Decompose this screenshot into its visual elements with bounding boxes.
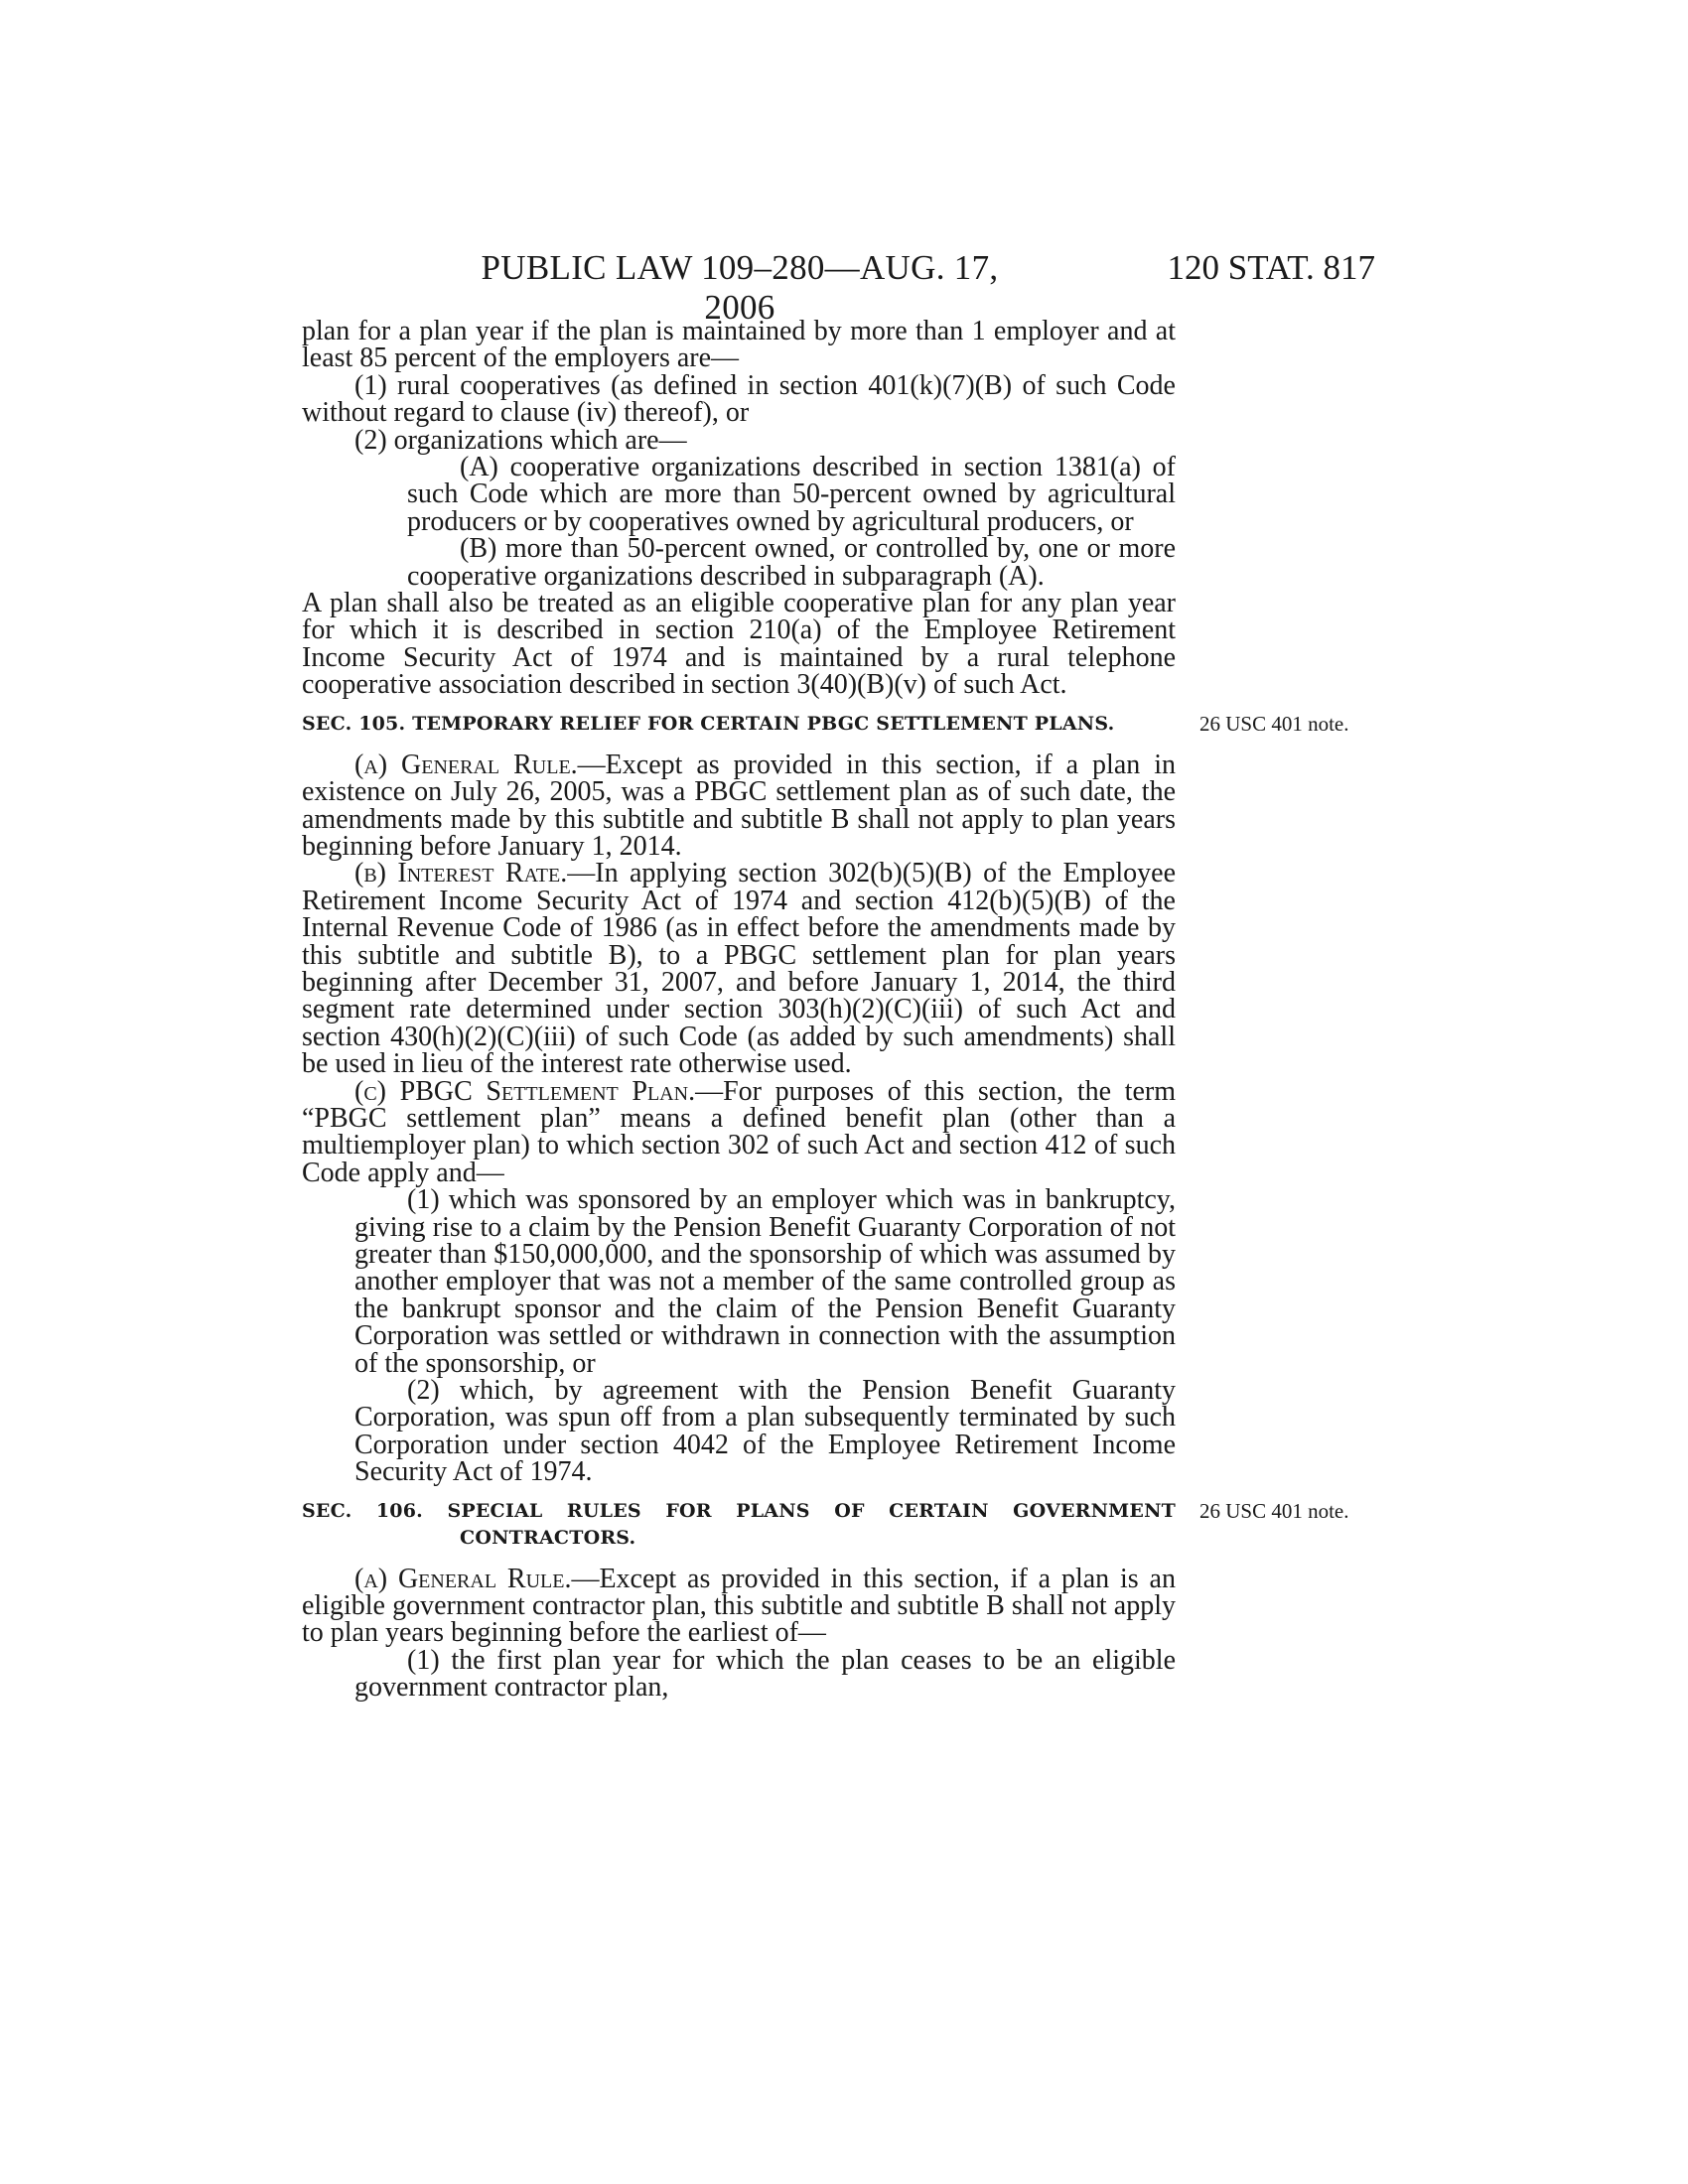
subsection-c: [302, 1075, 1176, 1188]
section-heading: SEC. 106. SPECIAL RULES FOR PLANS OF CERTAIN GOVERNMENT CONTRACTORS.: [302, 1499, 1176, 1549]
margin-note: 26 USC 401 note.: [1199, 1498, 1349, 1523]
subsection-label: (a) General Rule.: [354, 1563, 572, 1594]
subsection-text: —Except as provided in this section, if a plan is an eligible government contractor plan, this subtitle and subtitle B shall not apply to plan years beginning before the earliest of—: [302, 1563, 1176, 1649]
subsection-label: (a) General Rule.: [354, 749, 578, 780]
page-header: [0, 248, 1688, 327]
subparagraph-b: (B) more than 50-percent owned, or controlled by, one or more cooperative organizations described in subparagraph (A).: [407, 533, 1176, 592]
subsection-b: [302, 858, 1177, 1080]
subparagraph-a: (A) cooperative organizations described in section 1381(a) of such Code which are more than 50-percent owned by agricultural producers or by cooperatives owned by agricultural producers, or: [407, 452, 1176, 537]
subsection-text: —In applying section 302(b)(5)(B) of the Employee Retirement Income Security Act of 1974 and section 412(b)(5)(B) of the Internal Revenue Code of 1986 (as in effect before the amendments made by this subtitle and subtitle B), to a PBGC settlement plan for plan years beginning after December 31, 2007, and before January 1, 2014, the third segment rate determined under section 303(h)(2)(C)(iii) of such Act and section 430(h)(2)(C)(iii) of such Code (as added by such amendments) shall be used in lieu of the interest rate otherwise used.: [302, 858, 1177, 1080]
paragraph-2: (2) organizations which are—: [354, 424, 687, 456]
margin-note: 26 USC 401 note.: [1199, 711, 1349, 736]
section-105-heading-block: [302, 711, 1349, 738]
subsection-a: [302, 1563, 1176, 1649]
subsection-text: —Except as provided in this section, if a plan in existence on July 26, 2005, was a PBGC settlement plan as of such date, the amendments made by this subtitle and subtitle B shall not apply to plan years beginning before January 1, 2014.: [302, 749, 1176, 862]
running-title: PUBLIC LAW 109–280—AUG. 17, 2006: [481, 248, 999, 327]
subsection-label: (c) PBGC Settlement Plan.: [354, 1075, 696, 1107]
paragraph: plan for a plan year if the plan is maintained by more than 1 employer and at least 85 percent of the employers are—: [302, 316, 1176, 374]
page-number: 120 STAT. 817: [1167, 248, 1375, 287]
paragraph-1: (1) rural cooperatives (as defined in section 401(k)(7)(B) of such Code without regard to clause (iv) thereof), or: [302, 369, 1176, 429]
section-heading: SEC. 105. TEMPORARY RELIEF FOR CERTAIN PBGC SETTLEMENT PLANS.: [302, 712, 1115, 735]
paragraph-a1: (1) the first plan year for which the plan ceases to be an eligible government contractor plan,: [354, 1644, 1176, 1704]
subsection-label: (b) Interest Rate.: [354, 858, 568, 889]
document-body: [302, 316, 1349, 1704]
paragraph-c2: (2) which, by agreement with the Pension Benefit Guaranty Corporation, was spun off from a plan subsequently terminated by such Corporation under section 4042 of the Employee Retirement Income Security Act of 1974.: [354, 1375, 1176, 1488]
section-106-heading-block: [302, 1498, 1349, 1552]
closing-paragraph: A plan shall also be treated as an eligible cooperative plan for any plan year for which it is described in section 210(a) of the Employee Retirement Income Security Act of 1974 and is maintained by a rural telephone cooperative association described in section 3(40)(B)(v) of such Act.: [302, 588, 1176, 701]
subsection-a: [302, 751, 1176, 861]
subsection-text: —For purposes of this section, the term “PBGC settlement plan” means a defined benefit plan (other than a multiemployer plan) to which section 302 of such Act and section 412 of such Code apply and—: [302, 1075, 1176, 1188]
paragraph-c1: (1) which was sponsored by an employer which was in bankruptcy, giving rise to a claim by the Pension Benefit Guaranty Corporation of not greater than $150,000,000, and the sponsorship of which was assumed by another employer that was not a member of the same controlled group as the bankrupt sponsor and the claim of the Pension Benefit Guaranty Corporation was settled or withdrawn in connection with the assumption of the sponsorship, or: [354, 1184, 1176, 1379]
